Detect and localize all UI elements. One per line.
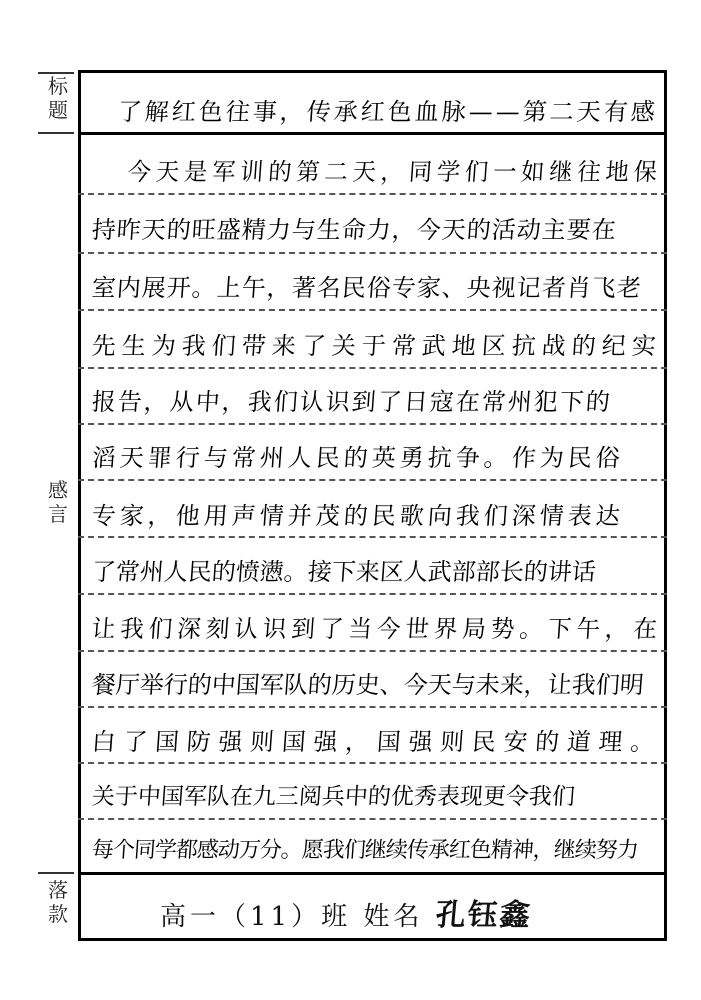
writing-line <box>78 252 667 254</box>
writing-line <box>78 536 667 538</box>
essay-line: 今天是军训的第二天，同学们一如继往地保 <box>126 158 663 186</box>
title-side-label-char: 题 <box>48 98 68 122</box>
essay-line: 了常州人民的愤懑。接下来区人武部部长的讲话 <box>90 558 597 586</box>
signature-separator <box>78 872 667 875</box>
writing-line <box>78 593 667 595</box>
essay-line: 室内展开。上午，著名民俗专家、央视记者肖飞老 <box>90 274 643 302</box>
essay-line: 每个同学都感动万分。愿我们继续传承红色精神，继续努力 <box>90 838 639 863</box>
label-divider <box>38 132 74 134</box>
essay-line: 让我们深刻认识到了当今世界局势。下午，在 <box>90 615 663 643</box>
essay-line: 关于中国军队在九三阅兵中的优秀表现更令我们 <box>90 784 576 810</box>
writing-line <box>78 309 667 311</box>
writing-line <box>78 367 667 369</box>
title-separator <box>78 132 667 135</box>
class-and-name-label: 高一（11）班 姓名 <box>160 902 424 932</box>
student-name: 孔钰鑫 <box>433 898 533 933</box>
essay-line: 专家，他用声情并茂的民歌向我们深情表达 <box>90 502 625 530</box>
label-divider <box>38 72 74 74</box>
essay-line: 持昨天的旺盛精力与生命力，今天的活动主要在 <box>90 216 618 244</box>
writing-line <box>78 762 667 764</box>
signature-side-label-char: 款 <box>48 902 68 926</box>
writing-line <box>78 706 667 708</box>
writing-line <box>78 423 667 425</box>
writing-line <box>78 479 667 481</box>
signature-side-label-char: 落 <box>48 878 68 902</box>
signature-side-label <box>38 878 78 926</box>
title-side-label <box>38 74 78 122</box>
essay-line: 报告，从中，我们认识到了日寇在常州犯下的 <box>90 388 613 416</box>
essay-line: 白了国防强则国强，国强则民安的道理。 <box>90 728 664 756</box>
essay-line: 先生为我们带来了关于常武地区抗战的纪实 <box>90 332 663 360</box>
writing-line <box>78 818 667 820</box>
essay-title: 了解红色往事，传承红色血脉——第二天有感 <box>116 98 659 126</box>
essay-line: 滔天罪行与常州人民的英勇抗争。作为民俗 <box>90 444 625 472</box>
writing-line <box>78 650 667 652</box>
title-side-label-char: 标 <box>48 74 68 98</box>
essay-line: 餐厅举行的中国军队的历史、今天与未来，让我们明 <box>90 671 645 699</box>
body-side-label <box>38 478 78 526</box>
writing-line <box>78 193 667 195</box>
label-divider <box>38 872 74 874</box>
signature-line <box>160 890 532 934</box>
body-side-label-char: 感 <box>48 478 68 502</box>
body-side-label-char: 言 <box>48 502 68 526</box>
